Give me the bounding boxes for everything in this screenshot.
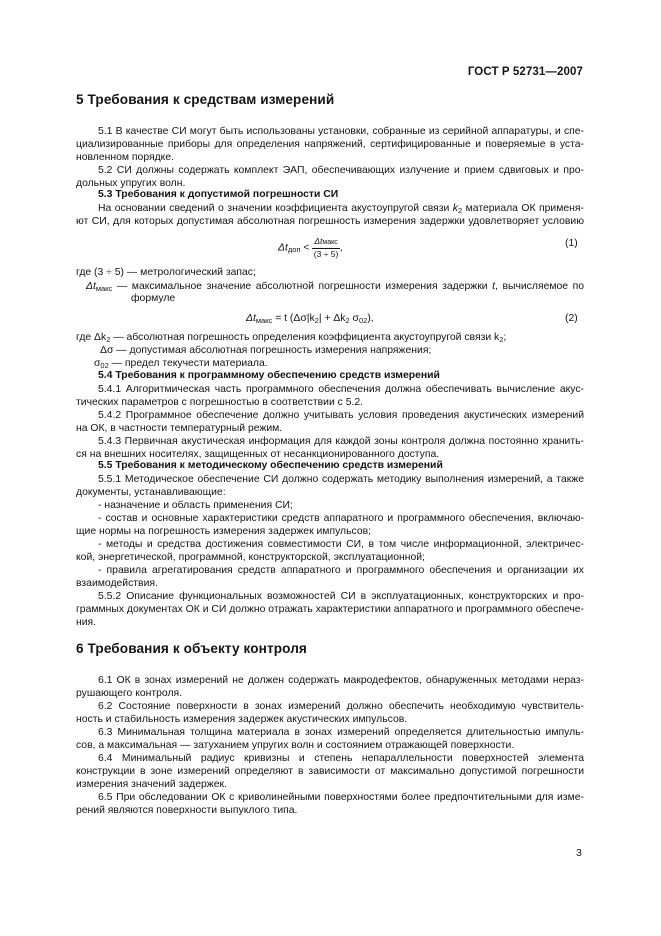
- heading-5-4: 5.4 Требования к программному обеспечению средств измерений: [98, 370, 440, 381]
- heading-5-5: 5.5 Требования к методическому обеспечению средств измерений: [98, 460, 443, 471]
- bullet-item: - правила агрегатирования средств аппаратного и программного обеспечения и организации их: [98, 565, 584, 576]
- para-6-4-line: 6.4 Минимальный радиус кривизны и степень непараллельности поверхностей элемента: [98, 753, 584, 764]
- para-5-5-2-line: граммных документах ОК и СИ должно отражать характеристики аппаратного и программного обеспече-: [76, 604, 584, 615]
- section-5-title: 5 Требования к средствам измерений: [76, 92, 335, 107]
- where-line: где (3 ÷ 5) — метрологический запас;: [76, 267, 256, 278]
- para-6-5-line: рений являются поверхности выпуклого типа.: [76, 805, 298, 816]
- para-5-2-line: 5.2 СИ должны содержать комплект ЭАП, обеспечивающих излучение и прием сдвиговых и про-: [98, 165, 584, 176]
- para-6-1-line: рушающего контроля.: [76, 688, 183, 699]
- bullet-item: щие нормы на погрешность измерения задержек импульсов;: [76, 526, 372, 537]
- para-5-5-1-line: 5.5.1 Методическое обеспечение СИ должно содержать методику выполнения измерений, а также: [98, 474, 584, 485]
- equation-1-fraction: $\frac{\text{Δtмакс}}{(3 \div 5)}$: [313, 236, 339, 259]
- where-line: где Δk2 — абсолютная погрешность определения коэффициента акустоупругой связи k2;: [76, 332, 507, 344]
- para-5-4-2-line: 5.4.2 Программное обеспечение должно учитывать условия проведения акустических измерений: [98, 410, 584, 421]
- where-line: σ02 — предел текучести материала.: [94, 358, 268, 370]
- equation-1-number: (1): [565, 238, 578, 249]
- tmax-definition-line: Δtмакс — максимальное значение абсолютной погрешности измерения задержки t, вычисляемое по: [86, 281, 585, 293]
- para-5-5-2-line: 5.5.2 Описание функциональных возможностей СИ в эксплуатационных, конструкторских и про-: [98, 591, 584, 602]
- bullet-item: - методы и средства достижения совместимости СИ, в том числе информационной, электричес-: [98, 539, 584, 550]
- tmax-definition-line: формуле: [131, 293, 176, 304]
- where-line: Δσ — допустимая абсолютная погрешность измерения напряжения;: [100, 345, 432, 356]
- para-5-3-line: ют СИ, для которых допустимая абсолютная погрешность измерения задержки удовлетворяет условию: [76, 216, 584, 227]
- para-6-3-line: 6.3 Минимальная толщина материала в зонах измерений определяется длительностью импуль-: [98, 727, 584, 738]
- para-6-2-line: ность и стабильность измерения задержек акустических импульсов.: [76, 714, 408, 725]
- bullet-item: кой, энергетической, программной, конструкторской, эксплуатационной;: [76, 552, 425, 563]
- para-6-4-line: конструкции в зоне измерений определяют в зависимости от максимально допустимой погрешности: [76, 766, 584, 777]
- bullet-item: - назначение и область применения СИ;: [98, 500, 293, 511]
- para-6-3-line: сов, а максимальная — затуханием упругих волн и состоянием отражающей поверхности.: [76, 740, 515, 751]
- page-number: 3: [576, 848, 582, 859]
- equation-2-number: (2): [565, 313, 578, 324]
- para-5-1-line: новленном порядке.: [76, 152, 175, 163]
- para-5-4-3-line: ся на внешних носителях, защищенных от несанкционированного доступа.: [76, 449, 440, 460]
- para-5-3-line: На основании сведений о значении коэффициента акустоупругой связи k2 материала ОК применя-: [98, 203, 584, 215]
- para-5-4-3-line: 5.4.3 Первичная акустическая информация для каждой зоны контроля должна постоянно хранить-: [98, 436, 584, 447]
- standard-header: ГОСТ Р 52731—2007: [467, 66, 583, 78]
- para-6-5-line: 6.5 При обследовании ОК с криволинейными поверхностями более предпочтительными для изме-: [98, 792, 584, 803]
- para-5-4-1-line: 5.4.1 Алгоритмическая часть программного обеспечения должна обеспечивать вычисление акус-: [98, 384, 584, 395]
- bullet-item: - состав и основные характеристики средств аппаратного и программного обеспечения, включаю-: [98, 513, 584, 524]
- para-5-1-line: 5.1 В качестве СИ могут быть использованы установки, собранные из серийной аппаратуры, и спе-: [98, 126, 584, 137]
- equation-2: Δtмакс = t (Δσ|k2| + Δk2 σ02),: [246, 313, 374, 325]
- para-5-5-2-line: ния.: [76, 617, 97, 628]
- heading-5-3: 5.3 Требования к допустимой погрешности СИ: [98, 189, 339, 200]
- bullet-item: взаимодействия.: [76, 578, 158, 589]
- para-6-4-line: измерения значений задержек.: [76, 779, 227, 790]
- para-5-1-line: циализированные приборы для определения напряжений, сертифицированные и поверяемые в уста-: [76, 139, 584, 150]
- equation-1: Δtдоп < $\frac{\text{Δtмакс}}{(3 \div 5)}$ ,: [278, 236, 343, 259]
- para-5-5-1-line: документы, устанавливающие:: [76, 487, 226, 498]
- para-6-2-line: 6.2 Состояние поверхности в зонах измерений должно обеспечить необходимую чувствитель-: [98, 701, 584, 712]
- para-5-2-line: дольных упругих волн.: [76, 178, 186, 189]
- section-6-title: 6 Требования к объекту контроля: [76, 641, 307, 656]
- para-6-1-line: 6.1 ОК в зонах измерений не должен содержать макродефектов, обнаруженных методами нераз-: [98, 675, 584, 686]
- para-5-4-2-line: на ОК, в частности температурный режим.: [76, 423, 283, 434]
- para-5-4-1-line: тических параметров с погрешностью в соответствии с 5.2.: [76, 397, 364, 408]
